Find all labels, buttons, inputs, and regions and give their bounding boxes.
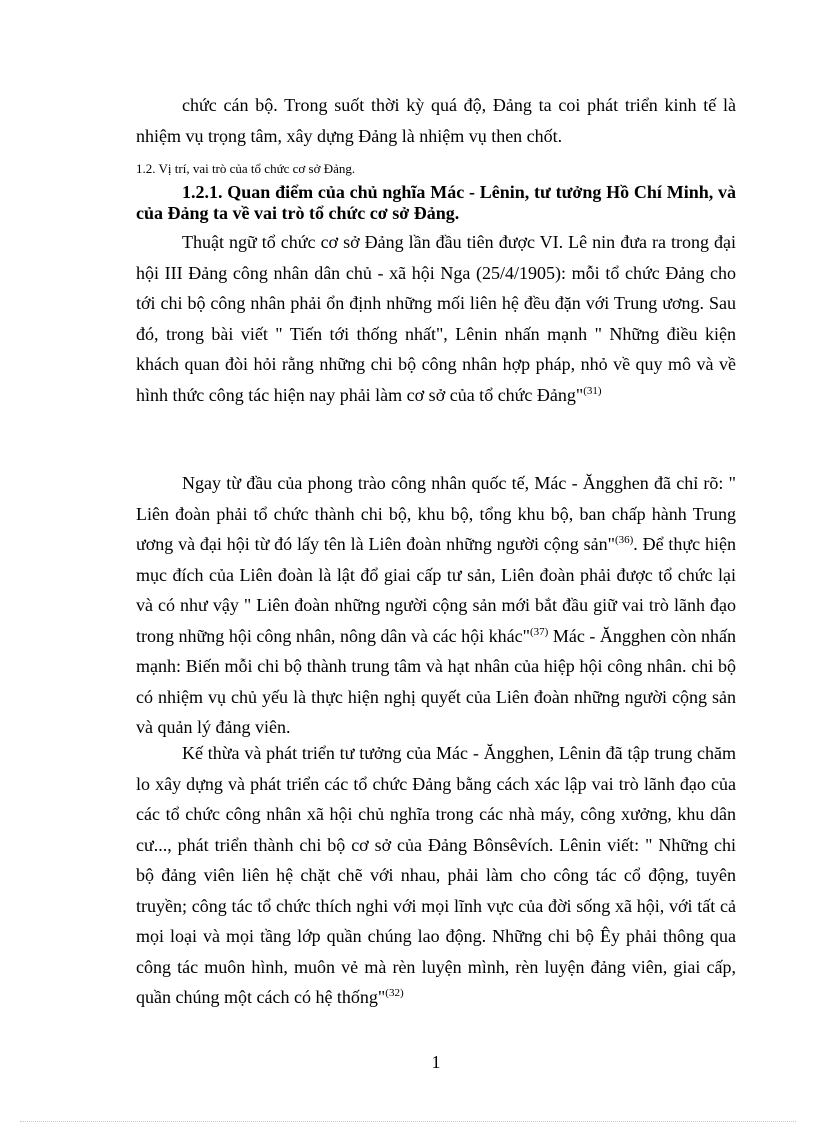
bolshevik-paragraph-text: Kế thừa và phát triển tư tưởng của Mác - Ăngghen, Lênin đã tập trung chăm lo xây dựng và phát triển các tổ chức Đảng bằng cách xác lập vai trò lãnh đạo của các tổ chức công nhân xã hội chủ nghĩa trong các nhà máy, công xưởng, khu dân cư..., phát triển thành chi bộ cơ sở của Đảng Bônsêvích. Lênin viết: " Những chi bộ đảng viên liên hệ chặt chẽ với nhau, phải làm cho công tác cổ động, tuyên truyền; công tác tổ chức thích nghi với mọi lĩnh vực của đời sống xã hội, với tất cả mọi loại và mọi tầng lớp quần chúng lao động. Những chi bộ Êy phải thông qua công tác muôn hình, muôn vẻ mà rèn luyện mình, rèn luyện đảng viên, giai cấp, quần chúng một cách có hệ thống"	[136, 743, 736, 1007]
marx-paragraph-text-b: . Để thực hiện mục đích của Liên đoàn là lật đổ giai cấp tư sản, Liên đoàn phải được tổ chức lại và có như vậy " Liên đoàn những người cộng sản mới bắt đầu giữ vai trò lãnh đạo trong những hội công nhân, nông dân và các hội khác"	[136, 534, 736, 646]
page-number: 1	[431, 1052, 441, 1072]
intro-paragraph-text: chức cán bộ. Trong suốt thời kỳ quá độ, Đảng ta coi phát triển kinh tế là nhiệm vụ trọng tâm, xây dựng Đảng là nhiệm vụ then chốt.	[136, 95, 736, 146]
marx-paragraph-text-c: Mác - Ăngghen còn nhấn mạnh: Biến mỗi chi bộ thành trung tâm và hạt nhân của hiệp hội công nhân. chi bộ có nhiệm vụ chủ yếu là thực hiện nghị quyết của Liên đoàn những người cộng sản và quản lý đảng viên.	[136, 625, 736, 737]
footnote-ref-37: (37)	[529, 625, 549, 638]
lenin-paragraph-text: Thuật ngữ tổ chức cơ sở Đảng lần đầu tiên được VI. Lê nin đưa ra trong đại hội III Đảng công nhân dân chủ - xã hội Nga (25/4/1905): mỗi tổ chức Đảng cho tới chi bộ công nhân phải ổn định những mối liên hệ đều đặn với Trung ương. Sau đó, trong bài viết " Tiến tới thống nhất", Lênin nhấn mạnh " Những điều kiện khách quan đòi hỏi rằng những chi bộ công nhân hợp pháp, nhỏ về quy mô và về hình thức công tác hiện nay phải làm cơ sở của tổ chức Đảng"	[136, 232, 736, 405]
intro-paragraph	[136, 90, 736, 151]
marx-engels-paragraph	[136, 468, 736, 743]
page-edge-divider	[20, 1121, 796, 1122]
marx-paragraph-text-a: Ngay từ đầu của phong trào công nhân quốc tế, Mác - Ăngghen đã chỉ rõ: " Liên đoàn phải tổ chức thành chi bộ, khu bộ, tổng khu bộ, ban chấp hành Trung ương và đại hội từ đó lấy tên là Liên đoàn những người cộng sản"	[136, 473, 736, 554]
subsection-heading	[136, 182, 736, 224]
section-heading-text: 1.2. Vị trí, vai trò của tổ chức cơ sở Đảng.	[136, 161, 356, 176]
subsection-heading-text: 1.2.1. Quan điểm của chủ nghĩa Mác - Lênin, tư tưởng Hồ Chí Minh, và của Đảng ta về vai trò tổ chức cơ sở Đảng.	[136, 182, 736, 223]
section-heading	[136, 160, 736, 178]
bolshevik-paragraph	[136, 738, 736, 1013]
footnote-ref-31: (31)	[583, 384, 602, 397]
footnote-ref-36: (36)	[614, 534, 634, 546]
footnote-ref-32: (32)	[385, 987, 404, 999]
lenin-paragraph	[136, 227, 736, 410]
